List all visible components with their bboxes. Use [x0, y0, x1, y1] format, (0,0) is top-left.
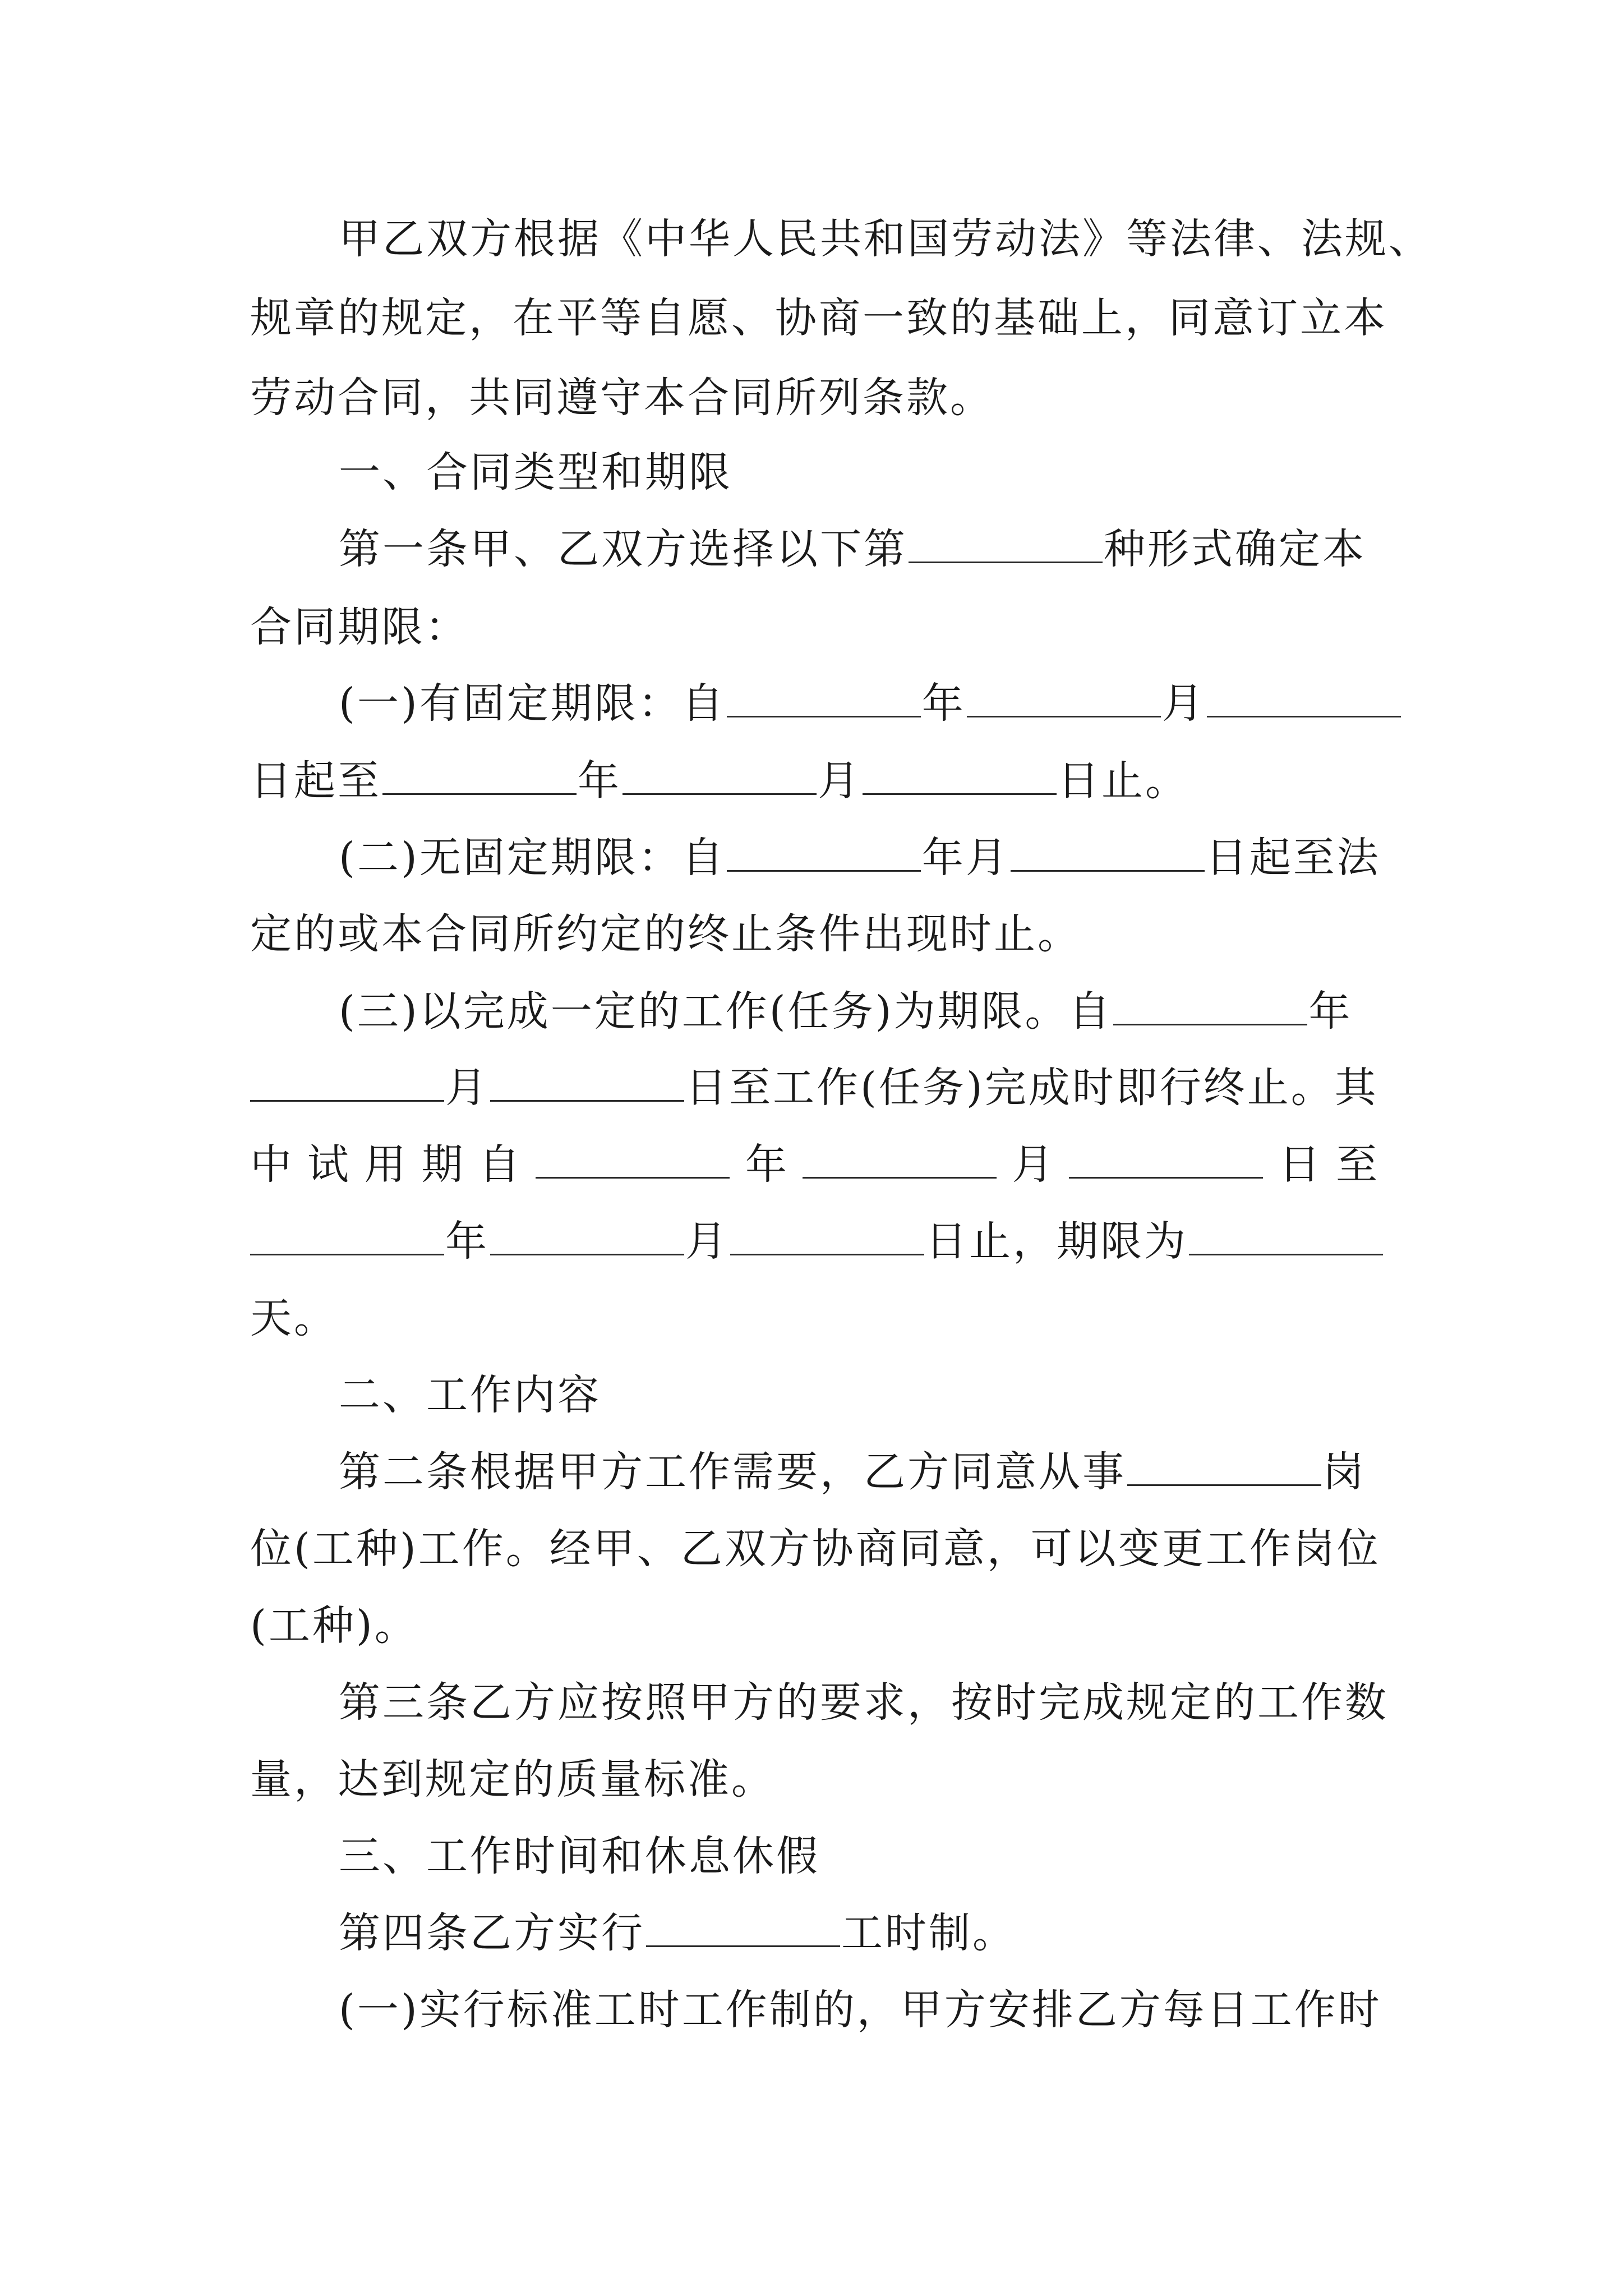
- paragraph-line: [250, 1061, 1377, 1115]
- paragraph-line: [339, 831, 1381, 885]
- paragraph-char: 日: [1279, 1140, 1321, 1189]
- paragraph-line: [250, 371, 1377, 425]
- paragraph-line: [339, 212, 1432, 266]
- paragraph-text: 量，达到规定的质量标准。: [250, 1755, 775, 1803]
- paragraph-line: [339, 522, 1377, 576]
- paragraph-char: 自: [478, 1140, 520, 1189]
- paragraph-text: 劳动合同，共同遵守本合同所列条款。: [250, 374, 994, 422]
- paragraph-line: [250, 1522, 1381, 1576]
- heading-text: 一、合同类型和期限: [339, 448, 732, 496]
- fill-blank[interactable]: [490, 1214, 684, 1255]
- paragraph-text: 甲乙双方根据《中华人民共和国劳动法》等法律、法规、: [339, 215, 1432, 263]
- paragraph-line: [250, 600, 1377, 654]
- paragraph-line: [339, 677, 1377, 730]
- section-heading: [339, 445, 1377, 499]
- paragraph-text: 月: [1012, 1140, 1054, 1189]
- fill-blank[interactable]: [382, 754, 577, 795]
- paragraph-text: (工种)。: [250, 1602, 418, 1650]
- paragraph-char: 中: [250, 1140, 292, 1189]
- fill-blank[interactable]: [803, 1138, 997, 1179]
- fill-blank[interactable]: [1069, 1138, 1263, 1179]
- paragraph-text: (一)有固定期限：自: [339, 679, 726, 728]
- fill-blank[interactable]: [1189, 1214, 1383, 1255]
- paragraph-text: 年: [921, 679, 966, 728]
- paragraph-text: 位(工种)工作。经甲、乙双方协商同意，可以变更工作岗位: [250, 1525, 1381, 1573]
- fill-blank[interactable]: [490, 1061, 684, 1102]
- paragraph-text: (三)以完成一定的工作(任务)为期限。自: [339, 987, 1113, 1036]
- paragraph-text: 合同期限：: [250, 603, 469, 651]
- fill-blank[interactable]: [967, 677, 1161, 717]
- paragraph-text: 日起至法: [1205, 834, 1381, 882]
- paragraph-text: (二)无固定期限：自: [339, 834, 726, 882]
- heading-text: 三、工作时间和休息休假: [339, 1832, 820, 1880]
- fill-blank[interactable]: [1011, 831, 1205, 872]
- paragraph-text: 年: [745, 1140, 787, 1189]
- fill-blank[interactable]: [727, 677, 921, 717]
- paragraph-line: [250, 1291, 1377, 1345]
- paragraph-text: 工时制。: [841, 1909, 1016, 1957]
- paragraph-text: 种形式确定本: [1104, 525, 1366, 573]
- paragraph-line: [250, 907, 1377, 961]
- paragraph-line: [250, 291, 1387, 345]
- fill-blank[interactable]: [1113, 984, 1307, 1025]
- fill-blank[interactable]: [536, 1138, 730, 1179]
- heading-text: 二、工作内容: [339, 1371, 601, 1419]
- paragraph-line: [339, 984, 1377, 1038]
- fill-blank[interactable]: [727, 831, 921, 872]
- paragraph-text: 规章的规定，在平等自愿、协商一致的基础上，同意订立本: [250, 294, 1387, 342]
- paragraph-text: 日止。: [1058, 757, 1189, 805]
- fill-blank[interactable]: [250, 1214, 444, 1255]
- fill-blank[interactable]: [623, 754, 817, 795]
- paragraph-char: 试: [307, 1140, 349, 1189]
- paragraph-line: [250, 1599, 1377, 1653]
- paragraph-line: [250, 1214, 1377, 1268]
- fill-blank[interactable]: [250, 1061, 444, 1102]
- section-heading: [339, 1368, 1377, 1422]
- paragraph-text: 第二条根据甲方工作需要，乙方同意从事: [339, 1448, 1126, 1496]
- paragraph-text: 年: [578, 757, 621, 805]
- fill-blank[interactable]: [1127, 1445, 1321, 1486]
- paragraph-line: [339, 1676, 1389, 1729]
- fill-blank[interactable]: [909, 522, 1103, 563]
- paragraph-text: 月: [685, 1217, 729, 1266]
- fill-blank[interactable]: [646, 1906, 840, 1947]
- fill-blank[interactable]: [730, 1214, 924, 1255]
- paragraph-line: [339, 1445, 1377, 1499]
- paragraph-line: [339, 1906, 1377, 1960]
- paragraph-text: 年: [1308, 987, 1353, 1036]
- paragraph-text: 月: [445, 1064, 489, 1112]
- paragraph-text: (一)实行标准工时工作制的，甲方安排乙方每日工作时: [339, 1986, 1382, 2034]
- paragraph-text: 月: [1161, 679, 1206, 728]
- paragraph-char: 至: [1335, 1140, 1377, 1189]
- paragraph-char: 期: [421, 1140, 463, 1189]
- paragraph-text: 日起至: [250, 757, 381, 805]
- paragraph-text: 日至工作(任务)完成时即行终止。其: [685, 1064, 1378, 1112]
- paragraph-text: 月: [818, 757, 861, 805]
- paragraph-text: 岗: [1322, 1448, 1366, 1496]
- paragraph-text: 第四条乙方实行: [339, 1909, 645, 1957]
- paragraph-line: [250, 1752, 1377, 1806]
- paragraph-line-justified: [250, 1138, 1377, 1191]
- paragraph-line: [339, 1983, 1382, 2037]
- section-heading: [339, 1829, 1377, 1883]
- paragraph-text: 第一条甲、乙双方选择以下第: [339, 525, 907, 573]
- paragraph-line: [250, 754, 1377, 808]
- paragraph-text: 天。: [250, 1294, 338, 1342]
- paragraph-text: 日止，期限为: [925, 1217, 1188, 1266]
- paragraph-text: 定的或本合同所约定的终止条件出现时止。: [250, 910, 1081, 958]
- fill-blank[interactable]: [1207, 677, 1401, 717]
- paragraph-text: 年: [445, 1217, 489, 1266]
- paragraph-text: 年月: [921, 834, 1009, 882]
- paragraph-text: 第三条乙方应按照甲方的要求，按时完成规定的工作数: [339, 1678, 1389, 1727]
- paragraph-char: 用: [364, 1140, 406, 1189]
- fill-blank[interactable]: [863, 754, 1057, 795]
